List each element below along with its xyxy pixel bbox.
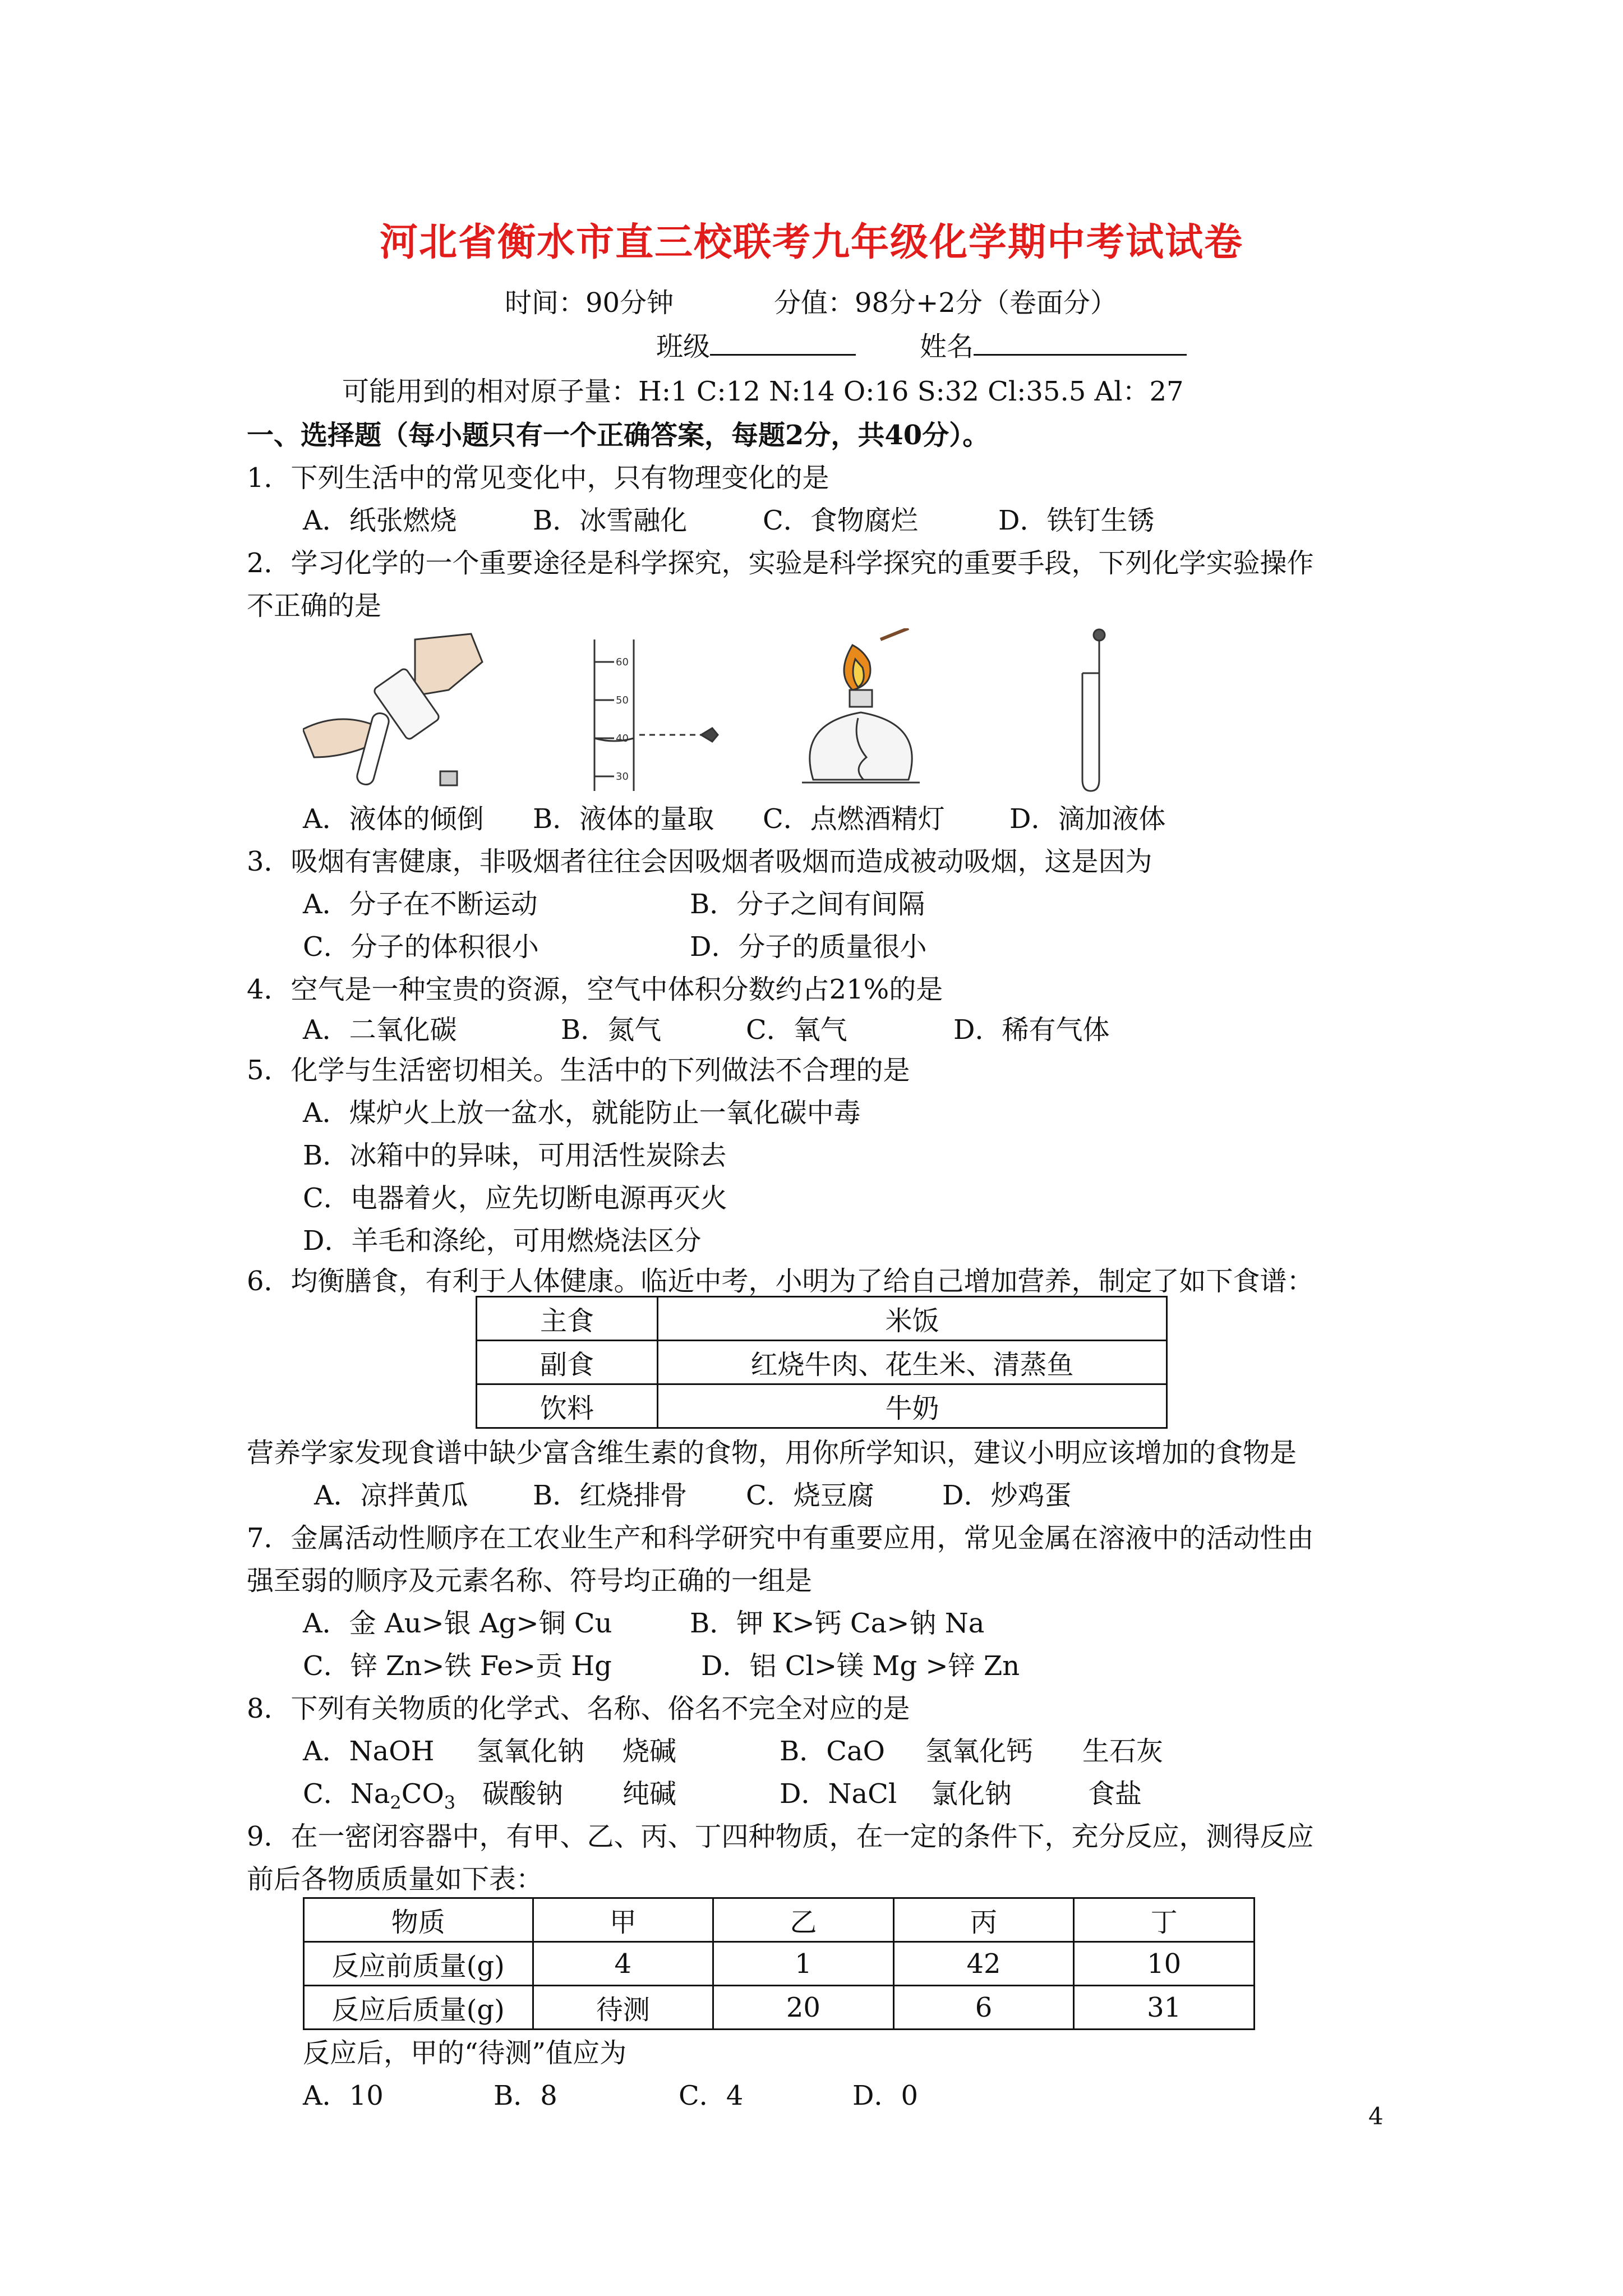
scale-label-30: 30	[616, 771, 629, 783]
q6-menu-table	[476, 1296, 1168, 1429]
table-cell: 6	[893, 1986, 1074, 2030]
dropper-figure	[1054, 628, 1144, 797]
name-field	[920, 330, 1187, 364]
q9-stem-2: 前后各物质质量如下表：	[247, 1864, 543, 1895]
table-header-cell: 乙	[713, 1898, 894, 1942]
q9-question: 反应后，甲的“待测”值应为	[303, 2037, 627, 2069]
table-cell: 红烧牛肉、花生米、清蒸鱼	[658, 1341, 1167, 1384]
q9-option-b[interactable]: B．8	[494, 2080, 557, 2111]
q4-option-a[interactable]: A．二氧化碳	[303, 1014, 457, 1046]
q8-c-subscript-1: 2	[390, 1792, 402, 1814]
q7-option-b[interactable]: B．钾 K>钙 Ca>钠 Na	[690, 1608, 985, 1639]
table-cell: 42	[893, 1942, 1074, 1986]
alcohol-lamp-figure	[796, 628, 942, 797]
q7-option-a[interactable]: A．金 Au>银 Ag>铜 Cu	[303, 1608, 612, 1639]
scale-label-50: 50	[616, 694, 629, 706]
table-row	[477, 1384, 1167, 1428]
q1-option-b[interactable]: B．冰雪融化	[533, 505, 688, 536]
table-row	[477, 1341, 1167, 1384]
table-cell: 饮料	[477, 1384, 658, 1428]
table-cell: 20	[713, 1986, 894, 2030]
table-cell: 副食	[477, 1341, 658, 1384]
q1-option-c[interactable]: C．食物腐烂	[763, 505, 918, 536]
q1-option-a[interactable]: A．纸张燃烧	[303, 505, 457, 536]
exam-score: 分值：98分+2分（卷面分）	[774, 287, 1117, 319]
page-number: 4	[1368, 2102, 1384, 2130]
table-cell: 牛奶	[658, 1384, 1167, 1428]
q8-option-c-formula[interactable]	[303, 1777, 455, 1820]
q5-option-a[interactable]: A．煤炉火上放一盆水，就能防止一氧化碳中毒	[303, 1097, 861, 1129]
q2-option-d[interactable]: D．滴加液体	[1009, 803, 1166, 835]
name-label: 姓名	[920, 331, 974, 362]
q8-option-a-alias: 烧碱	[623, 1736, 677, 1767]
table-row	[477, 1297, 1167, 1341]
q8-option-d-formula[interactable]: D．NaCl	[780, 1778, 897, 1810]
table-cell: 4	[533, 1942, 713, 1986]
q4-option-b[interactable]: B．氮气	[561, 1014, 662, 1046]
atomic-masses: 可能用到的相对原子量：H:1 C:12 N:14 O:16 S:32 Cl:35.5 Al：27	[342, 376, 1184, 407]
q4-option-d[interactable]: D．稀有气体	[953, 1014, 1110, 1046]
table-header-cell: 丙	[893, 1898, 1074, 1942]
q4-option-c[interactable]: C．氧气	[746, 1014, 847, 1046]
q5-option-d[interactable]: D．羊毛和涤纶，可用燃烧法区分	[303, 1225, 702, 1257]
q7-stem-1: 7．金属活动性顺序在工农业生产和科学研究中有重要应用，常见金属在溶液中的活动性由	[247, 1522, 1314, 1554]
q8-option-a-name: 氢氧化钠	[477, 1736, 585, 1767]
q9-option-d[interactable]: D．0	[852, 2080, 919, 2111]
q8-option-c-alias: 纯碱	[623, 1778, 677, 1810]
class-blank[interactable]	[710, 332, 856, 356]
q8-option-a-formula[interactable]: A．NaOH	[303, 1736, 435, 1767]
table-header-cell: 甲	[533, 1898, 713, 1942]
table-row	[304, 1986, 1255, 2030]
table-cell: 1	[713, 1942, 894, 1986]
exam-time: 时间：90分钟	[505, 287, 674, 319]
table-row	[304, 1898, 1255, 1942]
q5-stem: 5．化学与生活密切相关。生活中的下列做法不合理的是	[247, 1055, 910, 1086]
name-blank[interactable]	[974, 332, 1187, 356]
table-cell: 31	[1074, 1986, 1255, 2030]
q8-c-subscript-2: 3	[444, 1792, 456, 1814]
q1-option-d[interactable]: D．铁钉生锈	[998, 505, 1155, 536]
q3-option-d[interactable]: D．分子的质量很小	[690, 931, 927, 963]
q6-option-a[interactable]: A．凉拌黄瓜	[314, 1480, 468, 1511]
table-header-cell: 丁	[1074, 1898, 1255, 1942]
q8-option-b-formula[interactable]: B．CaO	[780, 1736, 885, 1767]
section-title: 一、选择题（每小题只有一个正确答案，每题2分，共40分）。	[247, 420, 990, 451]
q2-option-b[interactable]: B．液体的量取	[533, 803, 714, 835]
q6-option-b[interactable]: B．红烧排骨	[533, 1480, 688, 1511]
q3-stem: 3．吸烟有害健康，非吸烟者往往会因吸烟者吸烟而造成被动吸烟，这是因为	[247, 846, 1152, 877]
q9-stem-1: 9．在一密闭容器中，有甲、乙、丙、丁四种物质，在一定的条件下，充分反应，测得反应	[247, 1821, 1314, 1852]
q8-option-b-alias: 生石灰	[1082, 1736, 1164, 1767]
table-cell: 反应前质量(g)	[304, 1942, 533, 1986]
table-cell: 10	[1074, 1942, 1255, 1986]
q2-option-a[interactable]: A．液体的倾倒	[303, 803, 484, 835]
q3-option-a[interactable]: A．分子在不断运动	[303, 889, 538, 920]
q6-question: 营养学家发现食谱中缺少富含维生素的食物，用你所学知识，建议小明应该增加的食物是	[247, 1437, 1297, 1469]
q7-option-c[interactable]: C．锌 Zn>铁 Fe>贡 Hg	[303, 1650, 612, 1682]
class-field	[656, 330, 856, 364]
q3-option-c[interactable]: C．分子的体积很小	[303, 931, 539, 963]
q9-mass-table	[303, 1897, 1255, 2030]
q8-c-formula-pre: C．Na	[303, 1778, 390, 1810]
table-cell: 待测	[533, 1986, 713, 2030]
q9-option-c[interactable]: C．4	[679, 2080, 744, 2111]
table-row	[304, 1942, 1255, 1986]
q6-option-d[interactable]: D．炒鸡蛋	[942, 1480, 1072, 1511]
scale-label-60: 60	[616, 656, 629, 668]
q7-option-d[interactable]: D．铝 Cl>镁 Mg >锌 Zn	[701, 1650, 1020, 1682]
scale-label-40: 40	[616, 733, 629, 744]
q8-option-b-name: 氢氧化钙	[925, 1736, 1034, 1767]
table-cell: 米饭	[658, 1297, 1167, 1341]
q8-c-formula-mid: CO	[401, 1778, 444, 1810]
class-label: 班级	[656, 331, 711, 362]
q3-option-b[interactable]: B．分子之间有间隔	[690, 889, 925, 920]
table-header-cell: 物质	[304, 1898, 533, 1942]
q6-stem: 6．均衡膳食，有利于人体健康。临近中考，小明为了给自己增加营养，制定了如下食谱：	[247, 1266, 1314, 1297]
q8-option-d-name: 氯化钠	[931, 1778, 1012, 1810]
q7-stem-2: 强至弱的顺序及元素名称、符号均正确的一组是	[247, 1565, 813, 1596]
q2-stem-2: 不正确的是	[247, 590, 382, 622]
exam-title: 河北省衡水市直三校联考九年级化学期中考试试卷	[379, 220, 1243, 265]
table-cell: 主食	[477, 1297, 658, 1341]
q8-option-c-name: 碳酸钠	[482, 1778, 564, 1810]
pouring-liquid-figure	[303, 628, 494, 797]
q1-stem: 1．下列生活中的常见变化中，只有物理变化的是	[247, 462, 829, 494]
q6-option-c[interactable]: C．烧豆腐	[746, 1480, 874, 1511]
q2-option-c[interactable]: C．点燃酒精灯	[763, 803, 945, 835]
measuring-cylinder-figure	[583, 628, 751, 797]
q5-option-c[interactable]: C．电器着火，应先切断电源再灭火	[303, 1182, 727, 1214]
q8-option-d-alias: 食盐	[1088, 1778, 1142, 1810]
q2-stem-1: 2．学习化学的一个重要途径是科学探究，实验是科学探究的重要手段，下列化学实验操作	[247, 547, 1314, 579]
table-cell: 反应后质量(g)	[304, 1986, 533, 2030]
q4-stem: 4．空气是一种宝贵的资源，空气中体积分数约占21%的是	[247, 974, 943, 1005]
q5-option-b[interactable]: B．冰箱中的异味，可用活性炭除去	[303, 1140, 727, 1171]
q8-stem: 8．下列有关物质的化学式、名称、俗名不完全对应的是	[247, 1693, 910, 1724]
q9-option-a[interactable]: A．10	[303, 2080, 384, 2111]
